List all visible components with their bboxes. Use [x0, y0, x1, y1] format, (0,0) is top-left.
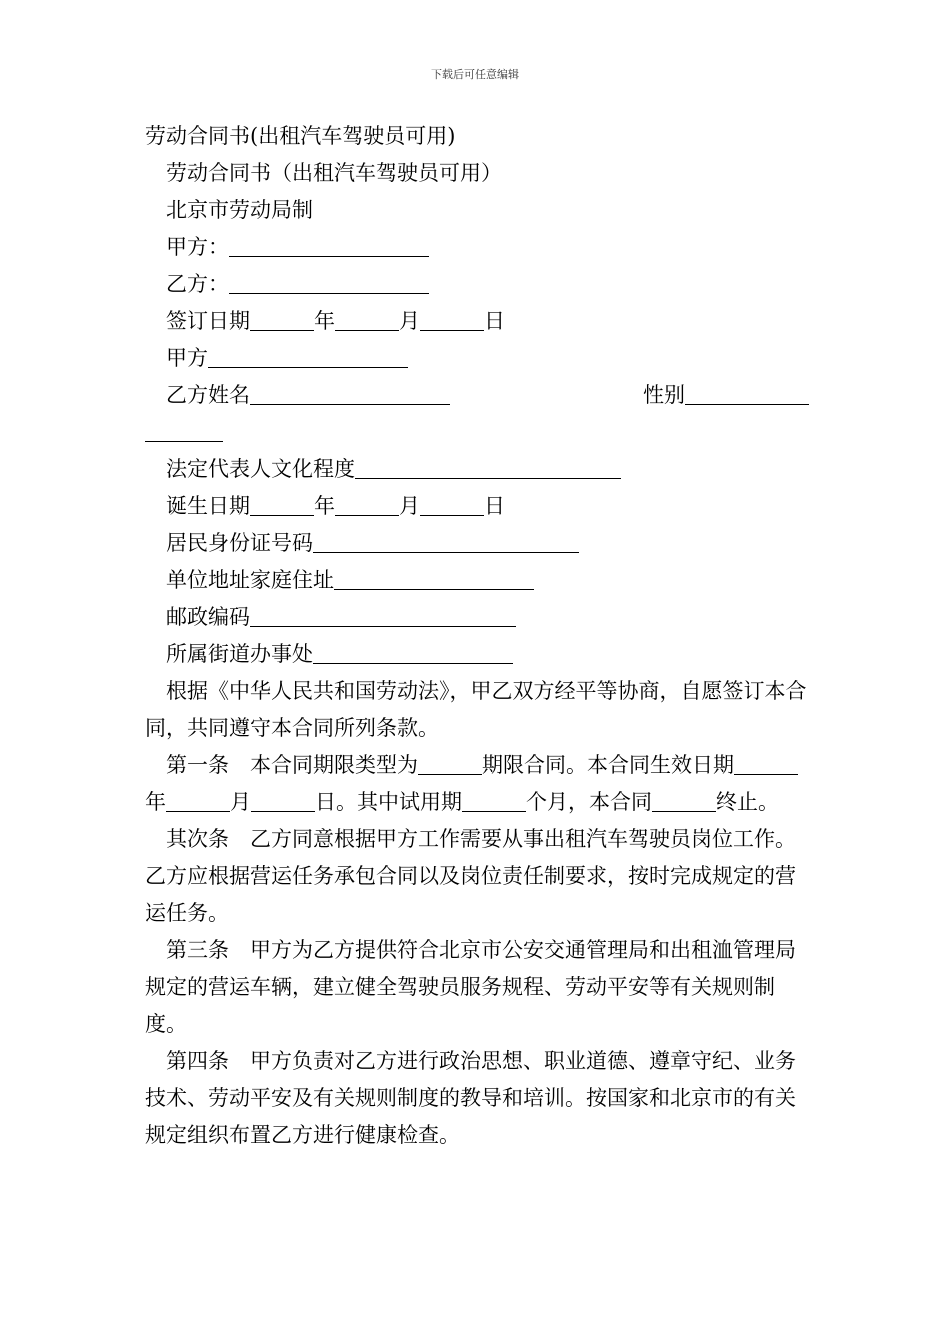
header-note: 下载后可任意编辑 — [431, 68, 519, 81]
article-1-text-1: 本合同期限类型为 — [250, 753, 418, 777]
article-4 — [145, 1043, 809, 1154]
sign-date-label: 签订日期 — [166, 309, 250, 333]
address-label: 单位地址家庭住址 — [166, 568, 334, 592]
party-a-label: 甲方： — [166, 235, 229, 259]
article-1-year: 年 — [145, 790, 166, 814]
birth-date-row — [145, 488, 809, 525]
legal-rep-row — [145, 451, 809, 488]
article-2-text: 乙方同意根据甲方工作需要从事出租汽车驾驶员岗位工作。乙方应根据营运任务承包合同以及岗位责任制要求，按时完成规定的营运任务。 — [145, 827, 796, 925]
gender-blank-continued[interactable] — [145, 419, 223, 442]
year-label: 年 — [314, 309, 335, 333]
id-number-row — [145, 525, 809, 562]
document-body — [145, 118, 809, 1154]
effective-year-blank-a[interactable] — [734, 752, 766, 775]
subdistrict-row — [145, 636, 809, 673]
issuer: 北京市劳动局制 — [166, 198, 313, 222]
probation-blank[interactable] — [462, 789, 526, 812]
party-a-blank[interactable] — [229, 234, 429, 257]
article-4-text: 甲方负责对乙方进行政治思想、职业道德、遵章守纪、业务技术、劳动平安及有关规则制度的教导和培训。按国家和北京市的有关规定组织布置乙方进行健康检查。 — [145, 1049, 796, 1147]
article-3 — [145, 932, 809, 1043]
party-a-blank-2[interactable] — [208, 345, 408, 368]
article-1 — [145, 747, 809, 821]
effective-day-blank[interactable] — [251, 789, 315, 812]
birth-year-blank[interactable] — [250, 493, 314, 516]
name-gender-row — [145, 377, 809, 414]
sign-month-blank[interactable] — [335, 308, 399, 331]
article-4-label: 第四条 — [166, 1049, 229, 1073]
birth-day-blank[interactable] — [420, 493, 484, 516]
subdistrict-label: 所属街道办事处 — [166, 642, 313, 666]
article-1-label: 第一条 — [166, 753, 229, 777]
effective-month-blank[interactable] — [166, 789, 230, 812]
birth-date-label: 诞生日期 — [166, 494, 250, 518]
sign-date-row — [145, 303, 809, 340]
document-subtitle: 劳动合同书（出租汽车驾驶员可用） — [166, 161, 502, 185]
article-2-label: 其次条 — [166, 827, 229, 851]
article-3-text: 甲方为乙方提供符合北京市公安交通管理局和出租洫管理局规定的营运车辆，建立健全驾驶员服务规程、劳动平安等有关规则制度。 — [145, 938, 796, 1036]
article-1-month: 月 — [230, 790, 251, 814]
gender-label: 性别 — [643, 383, 685, 407]
party-a-label-2: 甲方 — [166, 346, 208, 370]
address-blank[interactable] — [334, 567, 534, 590]
sign-day-blank[interactable] — [420, 308, 484, 331]
postal-code-label: 邮政编码 — [166, 605, 250, 629]
day-label: 日 — [484, 309, 505, 333]
birth-day-label: 日 — [484, 494, 505, 518]
gender-blank[interactable] — [685, 382, 809, 405]
address-row — [145, 562, 809, 599]
article-1-text-6: 个月，本合同 — [526, 790, 652, 814]
subdistrict-blank[interactable] — [313, 641, 513, 664]
gender-blank-continued-row — [145, 414, 809, 451]
effective-year-blank-b[interactable] — [766, 752, 798, 775]
birth-month-blank[interactable] — [335, 493, 399, 516]
party-a-row — [145, 229, 809, 266]
party-b-name-label: 乙方姓名 — [166, 383, 250, 407]
party-b-label: 乙方： — [166, 272, 229, 296]
birth-year-label: 年 — [314, 494, 335, 518]
postal-code-blank[interactable] — [250, 604, 516, 627]
preamble: 根据《中华人民共和国劳动法》，甲乙双方经平等协商，自愿签订本合同，共同遵守本合同所列条款。 — [145, 679, 807, 740]
birth-month-label: 月 — [399, 494, 420, 518]
article-1-text-2: 期限合同。本合同生效日期 — [482, 753, 734, 777]
party-b-blank[interactable] — [229, 271, 429, 294]
id-number-label: 居民身份证号码 — [166, 531, 313, 555]
article-1-text-7: 终止。 — [716, 790, 779, 814]
party-a-row-2 — [145, 340, 809, 377]
postal-code-row — [145, 599, 809, 636]
article-2 — [145, 821, 809, 932]
party-b-name-blank[interactable] — [250, 382, 450, 405]
article-3-label: 第三条 — [166, 938, 229, 962]
termination-blank[interactable] — [652, 789, 716, 812]
article-1-text-5: 日。其中试用期 — [315, 790, 462, 814]
legal-rep-blank[interactable] — [355, 456, 621, 479]
id-number-blank[interactable] — [313, 530, 579, 553]
party-b-row — [145, 266, 809, 303]
sign-year-blank[interactable] — [250, 308, 314, 331]
contract-type-blank[interactable] — [418, 752, 482, 775]
document-title: 劳动合同书(出租汽车驾驶员可用) — [145, 124, 456, 148]
legal-rep-label: 法定代表人文化程度 — [166, 457, 355, 481]
month-label: 月 — [399, 309, 420, 333]
